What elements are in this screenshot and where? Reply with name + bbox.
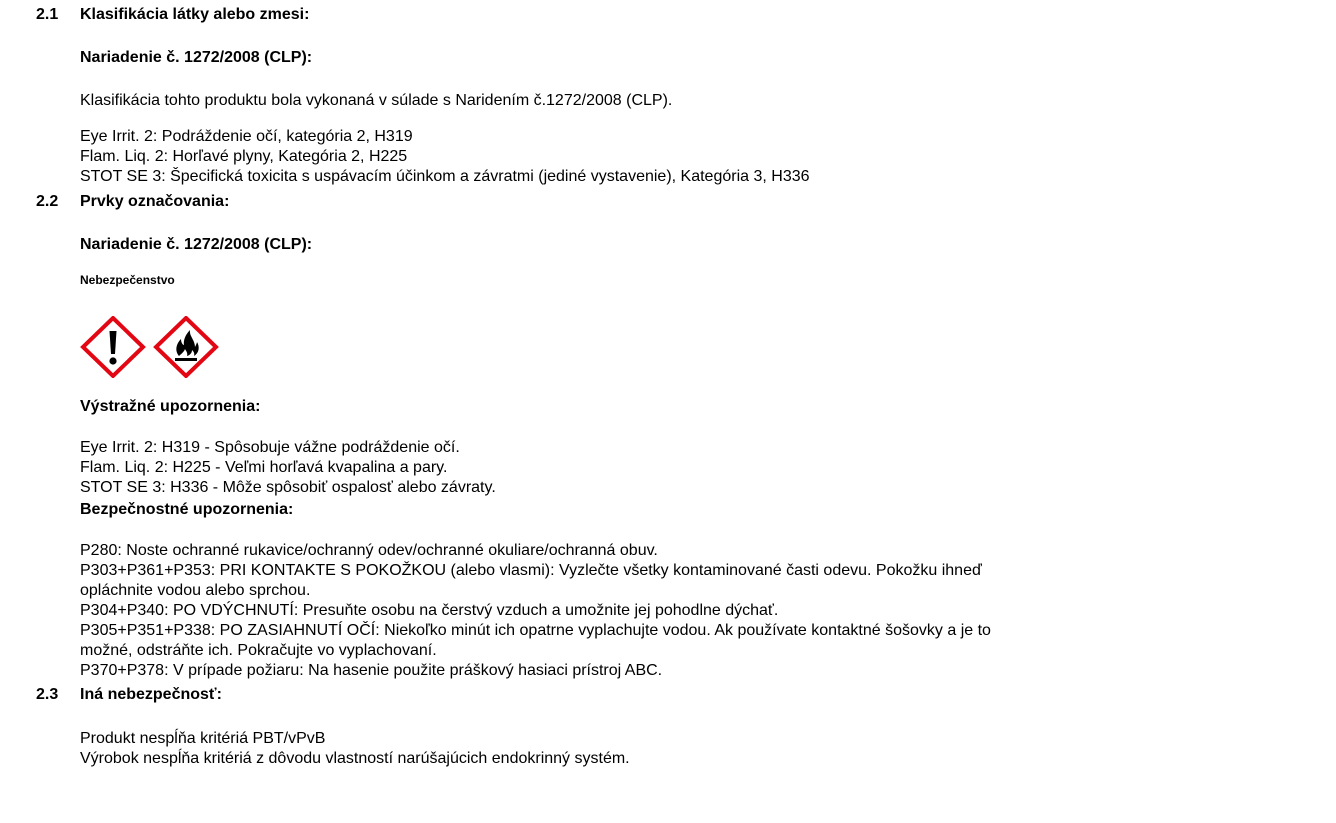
- other-hazards-line: Výrobok nespĺňa kritériá z dôvodu vlastností narúšajúcich endokrinný systém.: [80, 750, 630, 767]
- precautionary-statements-heading: Bezpečnostné upozornenia:: [80, 501, 294, 518]
- classification-line: Eye Irrit. 2: Podráždenie očí, kategória 2, H319: [80, 128, 413, 145]
- regulation-heading-2-2: Nariadenie č. 1272/2008 (CLP):: [80, 236, 313, 253]
- hazard-statements-heading: Výstražné upozornenia:: [80, 398, 261, 415]
- precautionary-line: opláchnite vodou alebo sprchou.: [80, 582, 311, 599]
- ghs-pictograms: [80, 316, 260, 378]
- precautionary-line: možné, odstráňte ich. Pokračujte vo vyplachovaní.: [80, 642, 437, 659]
- classification-line: STOT SE 3: Špecifická toxicita s uspávacím účinkom a závratmi (jediné vystavenie), Kategória 3, H336: [80, 168, 810, 185]
- section-title-2-3: Iná nebezpečnosť:: [80, 686, 222, 703]
- hazard-statement: Eye Irrit. 2: H319 - Spôsobuje vážne podráždenie očí.: [80, 439, 460, 456]
- other-hazards-line: Produkt nespĺňa kritériá PBT/vPvB: [80, 730, 326, 747]
- flame-pictogram-icon: [156, 318, 216, 376]
- section-number-2-3: 2.3: [36, 686, 59, 703]
- precautionary-line: P304+P340: PO VDÝCHNUTÍ: Presuňte osobu na čerstvý vzduch a umožnite jej pohodlne dýchať.: [80, 602, 779, 619]
- regulation-heading-2-1: Nariadenie č. 1272/2008 (CLP):: [80, 49, 313, 66]
- section-number-2-1: 2.1: [36, 6, 59, 23]
- hazard-statement: STOT SE 3: H336 - Môže spôsobiť ospalosť alebo závraty.: [80, 479, 496, 496]
- precautionary-line: P305+P351+P338: PO ZASIAHNUTÍ OČÍ: Niekoľko minút ich opatrne vyplachujte vodou. Ak používate kontaktné šošovky a je to: [80, 622, 991, 639]
- precautionary-line: P303+P361+P353: PRI KONTAKTE S POKOŽKOU (alebo vlasmi): Vyzlečte všetky kontaminované časti odevu. Pokožku ihneď: [80, 562, 982, 579]
- section-number-2-2: 2.2: [36, 193, 59, 210]
- precautionary-line: P370+P378: V prípade požiaru: Na hasenie použite práškový hasiaci prístroj ABC.: [80, 662, 663, 679]
- classification-line: Flam. Liq. 2: Horľavé plyny, Kategória 2, H225: [80, 148, 408, 165]
- signal-word: Nebezpečenstvo: [80, 273, 175, 287]
- precautionary-line: P280: Noste ochranné rukavice/ochranný odev/ochranné okuliare/ochranná obuv.: [80, 542, 658, 559]
- section-title-2-1: Klasifikácia látky alebo zmesi:: [80, 6, 310, 23]
- classification-intro: Klasifikácia tohto produktu bola vykonaná v súlade s Naridením č.1272/2008 (CLP).: [80, 92, 673, 109]
- exclamation-mark-pictogram-icon: [83, 318, 143, 376]
- hazard-statement: Flam. Liq. 2: H225 - Veľmi horľavá kvapalina a pary.: [80, 459, 448, 476]
- section-title-2-2: Prvky označovania:: [80, 193, 230, 210]
